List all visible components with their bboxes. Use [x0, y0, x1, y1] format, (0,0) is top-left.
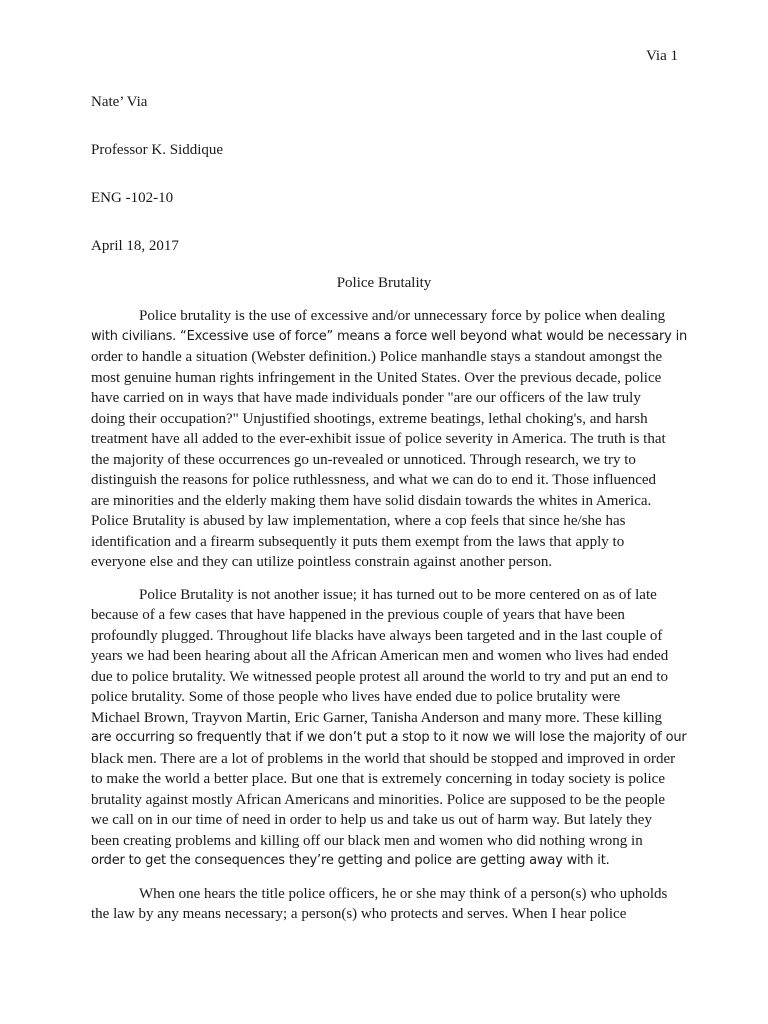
- date: April 18, 2017: [91, 238, 179, 254]
- paragraph-line: we call on in our time of need in order to help us and take us out of harm way. But lately they: [91, 812, 652, 828]
- paragraph-line: have carried on in ways that have made individuals ponder "are our officers of the law truly: [91, 390, 641, 406]
- paragraph-line: black men. There are a lot of problems in the world that should be stopped and improved in order: [91, 750, 676, 767]
- paragraph-line: because of a few cases that have happened in the previous couple of years that have been: [91, 607, 625, 623]
- paragraph-line: the law by any means necessary; a person(s) who protects and serves. When I hear police: [91, 906, 627, 922]
- paragraph-1: [91, 306, 688, 573]
- paragraph-line: Police Brutality is not another issue; it has turned out to be more centered on as of late: [139, 586, 657, 603]
- paragraph-line: Michael Brown, Trayvon Martin, Eric Garner, Tanisha Anderson and many more. These killing: [91, 709, 663, 726]
- paragraph-line: due to police brutality. We witnessed people protest all around the world to try and put an end to: [91, 668, 668, 685]
- paragraph-line: are occurring so frequently that if we don’t put a stop to it now we will lose the majority of our: [91, 730, 687, 745]
- paragraph-line: years we had been hearing about all the African American men and women who lives had ended: [91, 648, 669, 664]
- paragraph-line: Police Brutality is abused by law implementation, where a cop feels that since he/she has: [91, 513, 626, 529]
- paragraph-line: the majority of these occurrences go un-revealed or unnoticed. Through research, we try to: [91, 451, 636, 468]
- professor-name: Professor K. Siddique: [91, 142, 224, 158]
- paragraph-line: order to get the consequences they’re getting and police are getting away with it.: [91, 853, 610, 868]
- paragraph-line: order to handle a situation (Webster definition.) Police manhandle stays a standout amongst the: [91, 349, 663, 365]
- author-name: Nate’ Via: [91, 94, 148, 110]
- paragraph-line: identification and a firearm subsequently it puts them exempt from the laws that apply to: [91, 533, 625, 550]
- paragraph-line: to make the world a better place. But one that is extremely concerning in today society is police: [91, 771, 665, 787]
- paragraph-line: brutality against mostly African Americans and minorities. Police are supposed to be the people: [91, 791, 666, 808]
- essay-title: Police Brutality: [336, 275, 432, 291]
- running-head: Via 1: [645, 48, 678, 64]
- paragraph-line: been creating problems and killing off our black men and women who did nothing wrong in: [91, 832, 643, 849]
- essay-body: [91, 306, 688, 937]
- paragraph-line: are minorities and the elderly making them have solid disdain towards the whites in America.: [91, 492, 652, 509]
- paragraph-3: [91, 884, 681, 925]
- course-code: ENG -102-10: [91, 190, 174, 206]
- paragraph-line: with civilians. “Excessive use of force” means a force well beyond what would be necessary in: [91, 328, 688, 344]
- paragraph-line: doing their occupation?" Unjustified shootings, extreme beatings, lethal choking's, and harsh: [91, 410, 648, 427]
- paragraph-line: distinguish the reasons for police ruthlessness, and what we can do to end it. Those influenced: [91, 472, 657, 488]
- paragraph-line: everyone else and they can utilize pointless constrain against another person.: [91, 554, 553, 570]
- header-block: [91, 92, 681, 284]
- paragraph-line: treatment have all added to the ever-exhibit issue of police severity in America. The truth is that: [91, 431, 666, 447]
- paragraph-line: profoundly plugged. Throughout life blacks have always been targeted and in the last couple of: [91, 627, 663, 644]
- paragraph-line: police brutality. Some of those people who lives have ended due to police brutality were: [91, 689, 621, 705]
- paragraph-2: [91, 585, 687, 872]
- paragraph-line: most genuine human rights infringement in the United States. Over the previous decade, police: [91, 369, 662, 386]
- paragraph-line: When one hears the title police officers, he or she may think of a person(s) who upholds: [139, 885, 668, 902]
- paragraph-line: Police brutality is the use of excessive and/or unnecessary force by police when dealing: [139, 308, 666, 324]
